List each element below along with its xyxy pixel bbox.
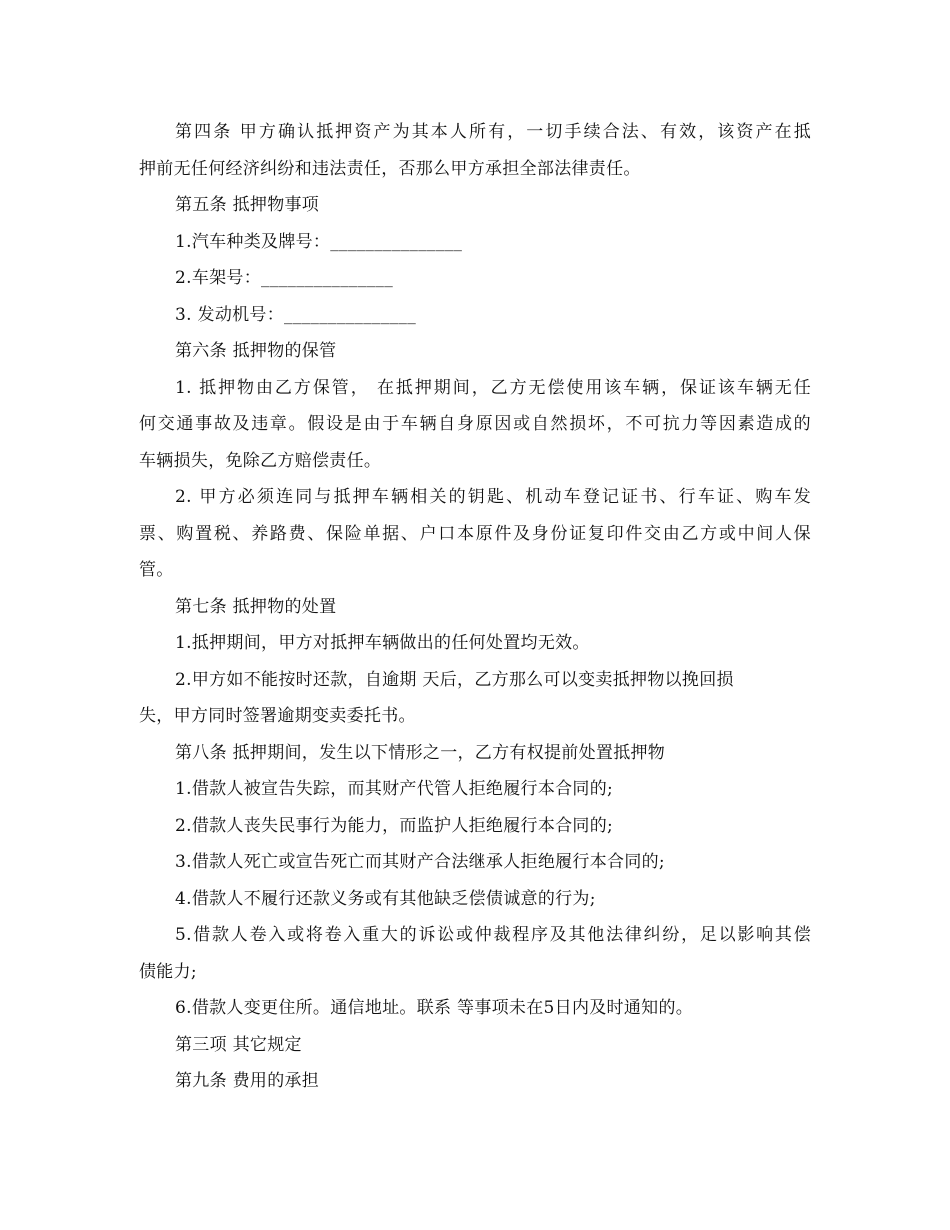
text-line: 第三项 其它规定 [175, 1034, 302, 1055]
text-line: 押前无任何经济纠纷和违法责任，否那么甲方承担全部法律责任。 [139, 158, 641, 179]
text-line: 2.借款人丧失民事行为能力，而监护人拒绝履行本合同的; [175, 815, 614, 836]
text-line: 5.借款人卷入或将卷入重大的诉讼或仲裁程序及其他法律纠纷，足以影响其偿 [175, 925, 811, 945]
text-line: 第九条 费用的承担 [175, 1071, 320, 1091]
text-line: 1. 抵押物由乙方保管， 在抵押期间，乙方无偿使用该车辆，保证该车辆无任 [175, 377, 811, 398]
text-line: 6.借款人变更住所。通信地址。联系 等事项未在5日内及时通知的。 [175, 998, 694, 1018]
text-line: 3.借款人死亡或宣告死亡而其财产合法继承人拒绝履行本合同的; [175, 852, 665, 872]
document-body [139, 114, 811, 1100]
text-line: 何交通事故及违章。假设是由于车辆自身原因或自然损坏，不可抗力等因素造成的 [139, 414, 811, 434]
text-line: 第四条 甲方确认抵押资产为其本人所有，一切手续合法、有效，该资产在抵 [175, 122, 811, 142]
text-line: 3. 发动机号：_______________ [175, 304, 417, 325]
text-line: 2.甲方如不能按时还款，自逾期 天后，乙方那么可以变卖抵押物以挽回损 [175, 669, 734, 690]
text-line: 失，甲方同时签署逾期变卖委托书。 [139, 706, 416, 726]
text-line: 票、购置税、养路费、保险单据、户口本原件及身份证复印件交由乙方或中间人保 [139, 523, 811, 544]
text-line: 2.车架号：_______________ [175, 268, 394, 288]
text-line: 第八条 抵押期间，发生以下情形之一，乙方有权提前处置抵押物 [175, 742, 666, 763]
text-line: 1.抵押期间，甲方对抵押车辆做出的任何处置均无效。 [175, 633, 590, 653]
text-line: 车辆损失，免除乙方赔偿责任。 [139, 450, 382, 471]
text-line: 第五条 抵押物事项 [175, 195, 320, 215]
text-line: 管。 [139, 560, 174, 580]
text-line: 2. 甲方必须连同与抵押车辆相关的钥匙、机动车登记证书、行车证、购车发 [175, 487, 811, 507]
text-line: 债能力; [139, 961, 197, 982]
text-line: 第七条 抵押物的处置 [175, 596, 337, 617]
text-line: 1.借款人被宣告失踪，而其财产代管人拒绝履行本合同的; [175, 779, 614, 799]
text-line: 4.借款人不履行还款义务或有其他缺乏偿债诚意的行为; [175, 888, 596, 909]
text-line: 第六条 抵押物的保管 [175, 341, 337, 361]
text-line: 1.汽车种类及牌号：_______________ [175, 231, 463, 252]
